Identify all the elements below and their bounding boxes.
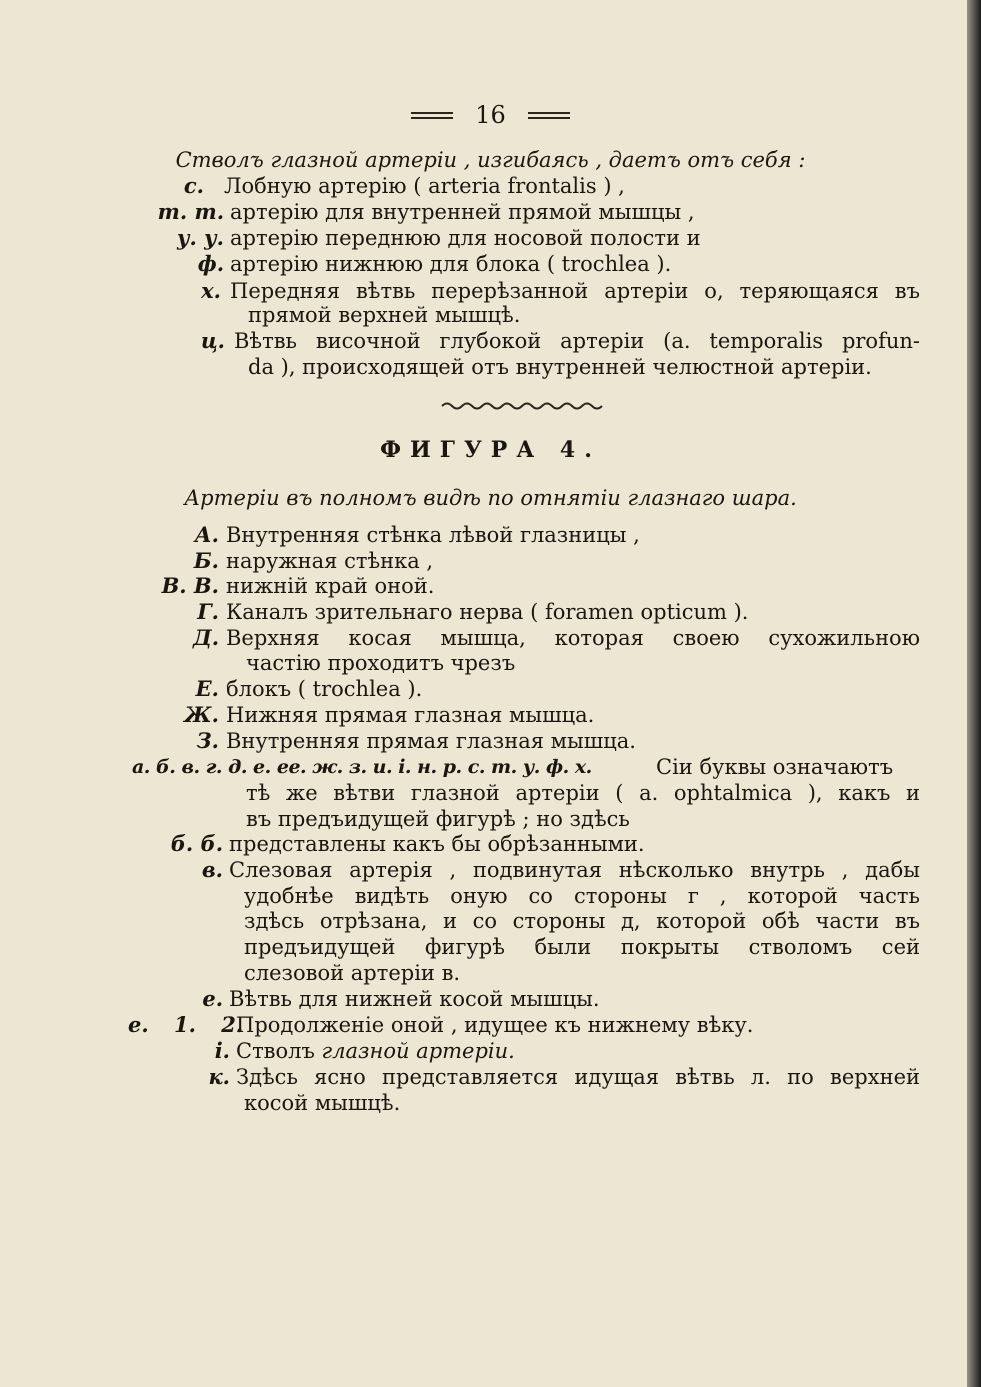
list-item bbox=[0, 986, 981, 1012]
item-label: Д. bbox=[193, 625, 219, 650]
item-text: прямой верхней мышцѣ. bbox=[248, 303, 521, 327]
item-text: Слезовая артерія , подвинутая нѣсколько внутрь , дабы bbox=[229, 858, 920, 882]
item-text: представлены какъ бы обрѣзанными. bbox=[229, 832, 645, 856]
item-text: блокъ ( trochlea ). bbox=[226, 677, 423, 701]
item-label: і. bbox=[214, 1038, 230, 1063]
item-text: Нижняя прямая глазная мышца. bbox=[226, 703, 595, 727]
list-item-continuation bbox=[0, 908, 981, 934]
wavy-divider-ornament bbox=[440, 400, 608, 412]
list-item bbox=[0, 1038, 981, 1064]
item-text: Внутренняя прямая глазная мышца. bbox=[226, 729, 636, 753]
page-header bbox=[0, 98, 981, 132]
item-label: ц. bbox=[200, 328, 225, 353]
list-item bbox=[0, 728, 981, 754]
list-item-continuation bbox=[0, 354, 981, 380]
item-text-italic: глазной артеріи. bbox=[321, 1039, 515, 1063]
item-text: слезовой артеріи в. bbox=[244, 961, 461, 985]
item-text: Внутренняя стѣнка лѣвой глазницы , bbox=[226, 523, 640, 547]
item-label: е. bbox=[202, 986, 223, 1011]
list-item-continuation bbox=[0, 1090, 981, 1116]
item-text: въ предъидущей фигурѣ ; но здѣсь bbox=[246, 807, 630, 831]
item-text: Вѣтвь височной глубокой артеріи (a. temporalis profun- bbox=[234, 329, 920, 353]
item-text: косой мышцѣ. bbox=[244, 1091, 401, 1115]
list-item bbox=[0, 278, 981, 304]
item-label: В. В. bbox=[161, 573, 219, 598]
item-text: наружная стѣнка , bbox=[226, 549, 434, 573]
list-item-continuation bbox=[0, 806, 981, 832]
list-item bbox=[0, 599, 981, 625]
list-item bbox=[0, 328, 981, 354]
item-text: Продолженіе оной , идущее къ нижнему вѣку. bbox=[236, 1013, 754, 1037]
list-item bbox=[0, 754, 981, 780]
item-text: здѣсь отрѣзана, и со стороны д, которой обѣ части въ bbox=[244, 909, 920, 933]
item-label: б. б. bbox=[170, 831, 223, 856]
item-text: тѣ же вѣтви глазной артеріи ( a. ophtalmica ), какъ и bbox=[246, 781, 920, 805]
list-item bbox=[0, 199, 981, 225]
list-item bbox=[0, 251, 981, 277]
item-text: Передняя вѣтвь перерѣзанной артеріи о, теряющаяся въ bbox=[230, 279, 920, 303]
item-label: Б. bbox=[193, 548, 219, 573]
item-text: Верхняя косая мышца, которая своею сухожильною bbox=[226, 626, 920, 650]
list-item-continuation bbox=[0, 934, 981, 960]
list-item bbox=[0, 831, 981, 857]
item-label: к. bbox=[208, 1064, 230, 1089]
page-number: 16 bbox=[475, 101, 506, 129]
section-intro: Стволъ глазной артеріи , изгибаясь , даетъ отъ себя : bbox=[175, 148, 806, 172]
item-label: с. bbox=[183, 173, 204, 198]
list-item bbox=[0, 1064, 981, 1090]
list-item bbox=[0, 573, 981, 599]
figure-subtitle: Артеріи въ полномъ видѣ по отнятіи глазнаго шара. bbox=[184, 486, 797, 510]
item-label: Г. bbox=[197, 599, 219, 624]
list-item bbox=[0, 173, 981, 199]
item-text: Сіи буквы означаютъ bbox=[656, 755, 894, 779]
list-item-continuation bbox=[0, 650, 981, 676]
list-item-continuation bbox=[0, 960, 981, 986]
header-rule-right bbox=[528, 109, 570, 122]
item-text: удобнѣе видѣть оную со стороны г , которой часть bbox=[244, 884, 920, 908]
list-item bbox=[0, 857, 981, 883]
list-item bbox=[0, 1012, 981, 1038]
header-rule-left bbox=[411, 109, 453, 122]
list-item-continuation bbox=[0, 883, 981, 909]
item-text: Стволъ bbox=[236, 1039, 315, 1063]
item-text: da ), происходящей отъ внутренней челюстной артеріи. bbox=[248, 355, 872, 379]
item-text: нижній край оной. bbox=[226, 574, 435, 598]
item-label: е. 1. 2. bbox=[128, 1012, 244, 1037]
item-text: предъидущей фигурѣ были покрыты стволомъ сей bbox=[244, 935, 920, 959]
item-text: Здѣсь ясно представляется идущая вѣтвь л. по верхней bbox=[236, 1065, 920, 1089]
figure-heading: ФИГУРА 4. bbox=[380, 437, 601, 463]
item-label: З. bbox=[196, 728, 219, 753]
item-label: т. т. bbox=[157, 199, 224, 224]
item-text: артерію для внутренней прямой мышцы , bbox=[230, 200, 695, 224]
item-text: частію проходитъ чрезъ bbox=[246, 651, 516, 675]
item-label: у. у. bbox=[176, 225, 224, 250]
item-label: Ж. bbox=[184, 702, 219, 727]
item-text: артерію нижнюю для блока ( trochlea ). bbox=[230, 252, 672, 276]
list-item-continuation bbox=[0, 302, 981, 328]
item-label: А. bbox=[194, 522, 219, 547]
item-text: Лобную артерію ( arteria frontalis ) , bbox=[224, 174, 625, 198]
item-text: Вѣтвь для нижней косой мышцы. bbox=[229, 987, 600, 1011]
item-text: артерію переднюю для носовой полости и bbox=[230, 226, 701, 250]
list-item bbox=[0, 676, 981, 702]
list-item-continuation bbox=[0, 780, 981, 806]
list-item bbox=[0, 702, 981, 728]
item-text: Каналъ зрительнаго нерва ( foramen opticum ). bbox=[226, 600, 749, 624]
item-label: в. bbox=[201, 857, 223, 882]
list-item bbox=[0, 548, 981, 574]
list-item bbox=[0, 225, 981, 251]
item-label: Е. bbox=[195, 676, 219, 701]
list-item bbox=[0, 625, 981, 651]
item-label: ф. bbox=[197, 251, 224, 276]
item-label: х. bbox=[201, 278, 221, 303]
list-item bbox=[0, 522, 981, 548]
item-label: а. б. в. г. д. е. ее. ж. з. и. і. н. р. с. т. у. ф. х. bbox=[132, 756, 592, 778]
